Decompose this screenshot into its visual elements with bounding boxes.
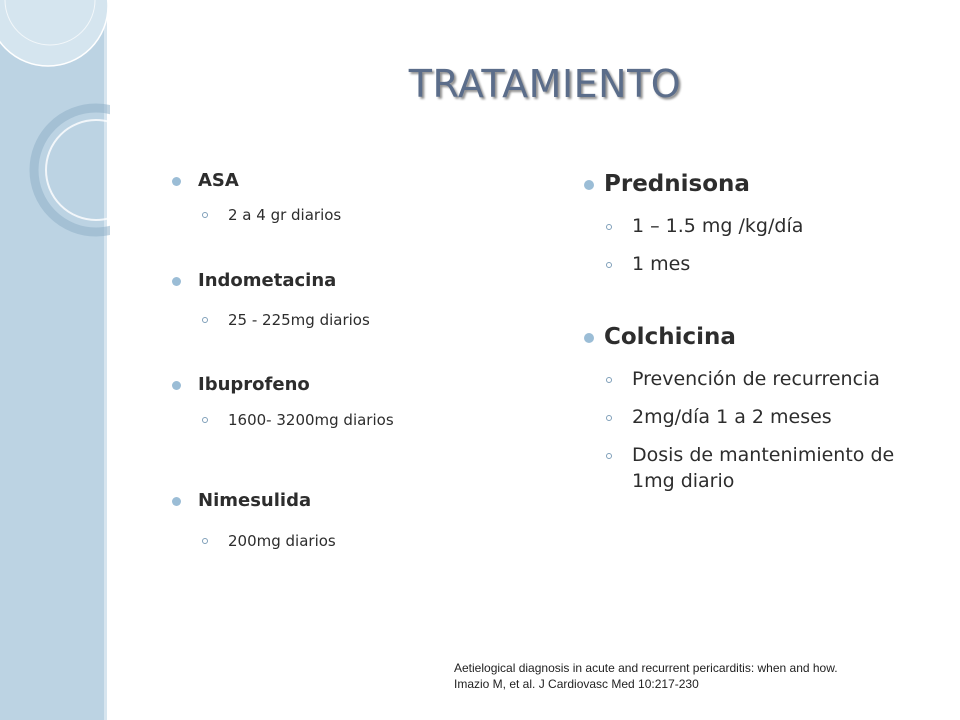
bullet-heading bbox=[172, 166, 492, 196]
bullet-detail bbox=[584, 366, 934, 392]
dose-text: 2mg/día 1 a 2 meses bbox=[632, 406, 832, 428]
sub-bullet-ring-icon bbox=[202, 538, 208, 544]
bullet-dot-icon bbox=[584, 180, 594, 190]
deco-circle-top bbox=[0, 0, 108, 66]
bullet-detail bbox=[172, 200, 492, 230]
list-item bbox=[584, 166, 934, 277]
decorative-circles-graphic bbox=[0, 0, 110, 260]
bullet-dot-icon bbox=[172, 177, 181, 186]
bullet-detail bbox=[172, 305, 492, 335]
dose-text: 25 - 225mg diarios bbox=[228, 311, 370, 329]
drug-name: Indometacina bbox=[198, 270, 337, 291]
bullet-detail bbox=[584, 213, 934, 239]
list-item bbox=[172, 266, 492, 335]
sub-bullet-ring-icon bbox=[202, 417, 208, 423]
bullet-heading bbox=[584, 319, 934, 355]
sub-bullet-ring-icon bbox=[606, 377, 612, 383]
sub-bullet-ring-icon bbox=[606, 224, 612, 230]
list-item bbox=[584, 319, 934, 494]
right-column bbox=[584, 166, 934, 494]
sub-bullet-ring-icon bbox=[202, 317, 208, 323]
indication-text: Prevención de recurrencia bbox=[632, 368, 880, 390]
drug-name: Prednisona bbox=[604, 171, 750, 197]
dose-text: 1600- 3200mg diarios bbox=[228, 411, 394, 429]
bullet-dot-icon bbox=[172, 497, 181, 506]
bullet-detail bbox=[584, 251, 934, 277]
sub-bullet-ring-icon bbox=[606, 262, 612, 268]
maintenance-text: Dosis de mantenimiento de 1mg diario bbox=[632, 444, 895, 492]
citation-line-1: Aetielogical diagnosis in acute and recurrent pericarditis: when and how. bbox=[454, 661, 838, 675]
duration-text: 1 mes bbox=[632, 253, 691, 275]
list-item bbox=[172, 370, 492, 435]
bullet-dot-icon bbox=[584, 333, 594, 343]
drug-name: Ibuprofeno bbox=[198, 374, 310, 395]
bullet-heading bbox=[584, 166, 934, 202]
bullet-detail bbox=[584, 404, 934, 430]
drug-name: ASA bbox=[198, 170, 239, 191]
dose-text: 200mg diarios bbox=[228, 532, 336, 550]
dose-text: 1 – 1.5 mg /kg/día bbox=[632, 215, 804, 237]
sub-bullet-ring-icon bbox=[606, 453, 612, 459]
bullet-dot-icon bbox=[172, 277, 181, 286]
dose-text: 2 a 4 gr diarios bbox=[228, 206, 342, 224]
drug-name: Colchicina bbox=[604, 324, 736, 350]
bullet-detail bbox=[172, 405, 492, 435]
bullet-heading bbox=[172, 486, 492, 516]
left-column bbox=[172, 166, 492, 556]
slide-title: TRATAMIENTO bbox=[408, 62, 682, 106]
bullet-heading bbox=[172, 370, 492, 400]
bullet-detail bbox=[172, 526, 492, 556]
bullet-heading bbox=[172, 266, 492, 296]
citation-line-2: Imazio M, et al. J Cardiovasc Med 10:217-230 bbox=[454, 677, 699, 691]
citation bbox=[454, 660, 954, 692]
sub-bullet-ring-icon bbox=[606, 415, 612, 421]
deco-ring-mid-inner bbox=[46, 120, 110, 220]
list-item bbox=[172, 486, 492, 556]
list-item bbox=[172, 166, 492, 230]
bullet-detail bbox=[584, 442, 934, 494]
bullet-dot-icon bbox=[172, 381, 181, 390]
sub-bullet-ring-icon bbox=[202, 212, 208, 218]
drug-name: Nimesulida bbox=[198, 490, 312, 511]
